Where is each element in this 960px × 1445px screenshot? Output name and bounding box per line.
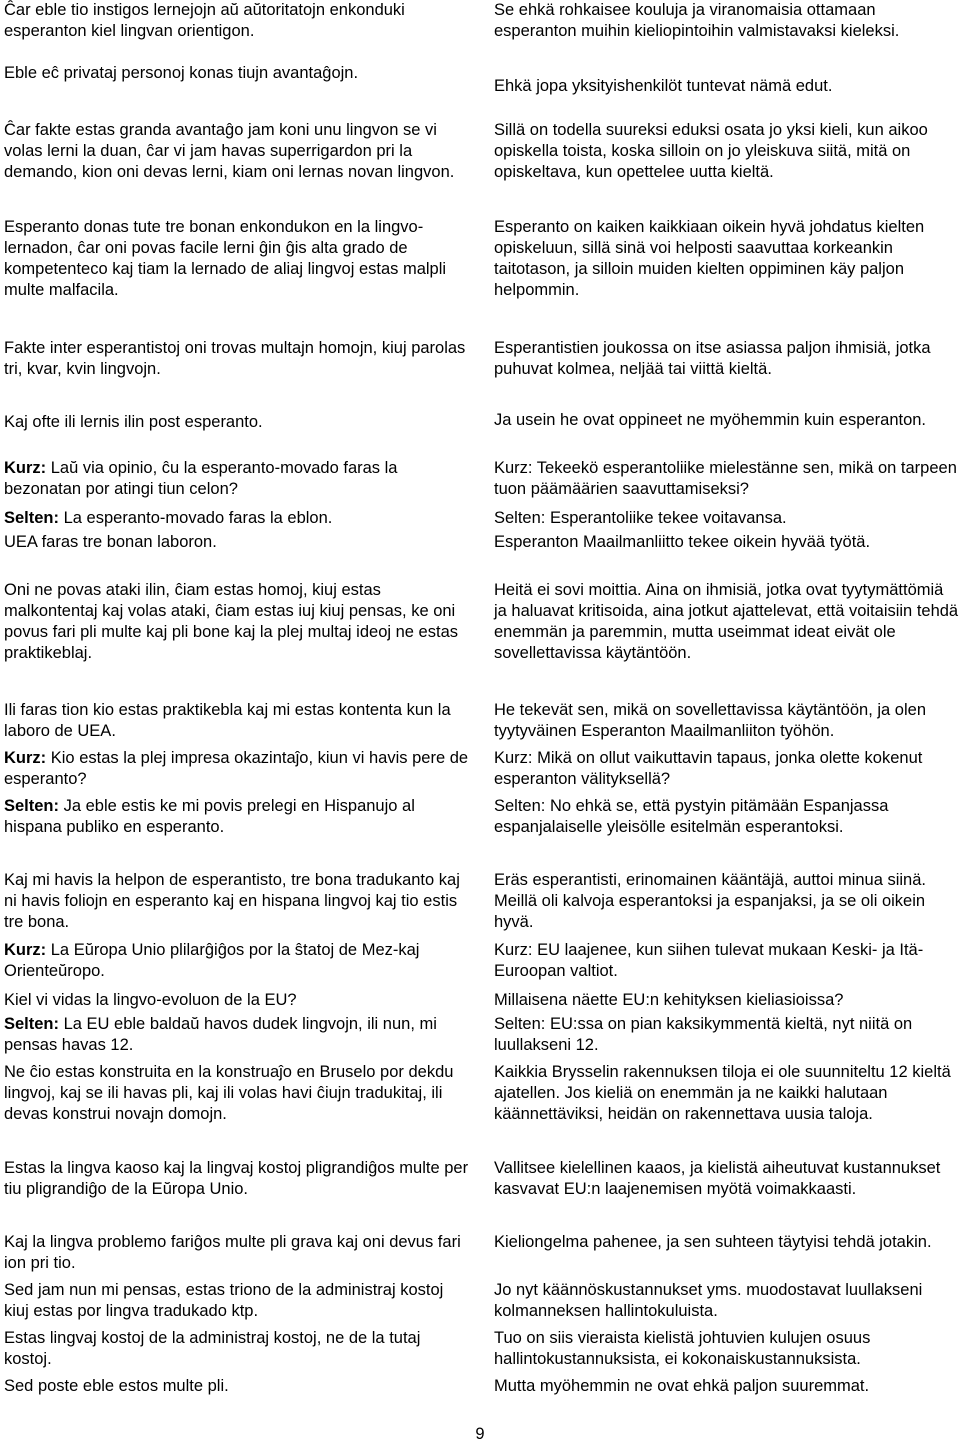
speaker-label: Selten:	[4, 797, 60, 815]
right-paragraph: Se ehkä rohkaisee kouluja ja viranomaisia ottamaan esperanton muihin kieliopintoihin valmistavaksi kieleksi.	[494, 1, 900, 40]
right-paragraph: Ja usein he ovat oppineet ne myöhemmin kuin esperanton.	[494, 411, 927, 429]
kurz-question: Kurz: La Eŭropa Unio plilarĝiĝos por la ŝtatoj de Mez-kaj Orienteŭropo.	[4, 941, 420, 980]
left-paragraph: Kaj mi havis la helpon de esperantisto, tre bona tradukanto kaj ni havis foliojn en esperanto kaj en hispana lingvoj kaj tio estis tre bona.	[4, 871, 460, 931]
right-paragraph: Tuo on siis vieraista kielistä johtuvien kulujen osuus hallintokustannuksista, ei kokonaiskustannuksista.	[494, 1329, 871, 1368]
left-paragraph: Sed poste eble estos multe pli.	[4, 1377, 229, 1395]
left-paragraph: Eble eĉ privataj personoj konas tiujn avantaĝojn.	[4, 64, 359, 82]
left-paragraph: Ĉar eble tio instigos lernejojn aŭ aŭtoritatojn enkonduki esperanton kiel lingvan orientigon.	[4, 1, 405, 40]
speaker-label: Selten:	[4, 509, 60, 527]
right-paragraph: Esperanton Maailmanliitto tekee oikein hyvää työtä.	[494, 533, 871, 551]
left-paragraph: Oni ne povas ataki ilin, ĉiam estas homoj, kiuj estas malkontentaj kaj volas ataki, ĉiam estas iuj kiuj pensas, ke oni povus fari pli multe kaj pli bone kaj la plej multaj ideoj ne estas praktikeblaj.	[4, 581, 458, 662]
right-paragraph: Kurz: EU laajenee, kun siihen tulevat mukaan Keski- ja Itä-Euroopan valtiot.	[494, 941, 924, 980]
selten-answer: Selten: Ja eble estis ke mi povis prelegi en Hispanujo al hispana publiko en esperanto.	[4, 797, 415, 836]
right-paragraph: Kaikkia Brysselin rakennuksen tiloja ei ole suunniteltu 12 kieltä ajatellen. Jos kieliä on enemmän ja ne kaikki halutaan käännettäviksi, heidän on rakennettava uusia taloja.	[494, 1063, 951, 1123]
right-paragraph: Selten: EU:ssa on pian kaksikymmentä kieltä, nyt niitä on luullakseni 12.	[494, 1015, 913, 1054]
left-paragraph: Sed jam nun mi pensas, estas triono de la administraj kostoj kiuj estas por lingva tradukado ktp.	[4, 1281, 444, 1320]
right-paragraph: Esperantistien joukossa on itse asiassa paljon ihmisiä, jotka puhuvat kolmea, neljää tai viittä kieltä.	[494, 339, 931, 378]
left-paragraph: Ne ĉio estas konstruita en la konstruaĵo en Bruselo por dekdu lingvoj, kaj se ili havas pli, kaj ili volas havi ĉiujn tradukitaj, ili devas konstrui novajn domojn.	[4, 1063, 454, 1123]
right-paragraph: Selten: Esperantoliike tekee voitavansa.	[494, 509, 787, 527]
left-paragraph: Estas la lingva kaoso kaj la lingvaj kostoj pligrandiĝos multe per tiu pligrandiĝo de la Eŭropa Unio.	[4, 1159, 469, 1198]
right-paragraph: Kurz: Mikä on ollut vaikuttavin tapaus, jonka olette kokenut esperanton välityksellä?	[494, 749, 923, 788]
right-paragraph: He tekevät sen, mikä on sovellettavissa käytäntöön, ja olen tyytyväinen Esperanton Maailmanliiton työhön.	[494, 701, 926, 740]
left-paragraph: Kaj ofte ili lernis ilin post esperanto.	[4, 413, 263, 431]
right-paragraph: Eräs esperantisti, erinomainen kääntäjä, auttoi minua siinä. Meillä oli kalvoja esperantoksi ja espanjaksi, ja se oli oikein hyvä.	[494, 871, 926, 931]
right-paragraph: Vallitsee kielellinen kaaos, ja kielistä aiheutuvat kustannukset kasvavat EU:n laajenemisen myötä voimakkaasti.	[494, 1159, 941, 1198]
right-paragraph: Selten: No ehkä se, että pystyin pitämään Espanjassa espanjalaiselle yleisölle esitelmän esperantoksi.	[494, 797, 889, 836]
right-paragraph: Esperanto on kaiken kaikkiaan oikein hyvä johdatus kielten opiskeluun, sillä sinä voi helposti saavuttaa korkeankin taitotason, ja silloin muiden kielten oppiminen käy paljon helpommin.	[494, 218, 925, 299]
right-paragraph: Ehkä jopa yksityishenkilöt tuntevat nämä edut.	[494, 77, 833, 95]
right-paragraph: Sillä on todella suureksi eduksi osata jo yksi kieli, kun aikoo opiskella toista, koska silloin on jo yleiskuva siitä, mitä on opiskeltava, kun opettelee uutta kieltä.	[494, 121, 928, 181]
left-paragraph: Ili faras tion kio estas praktikebla kaj mi estas kontenta kun la laboro de UEA.	[4, 701, 451, 740]
selten-answer: Selten: La esperanto-movado faras la eblon.	[4, 509, 333, 527]
selten-answer: Selten: La EU eble baldaŭ havos dudek lingvojn, ili nun, mi pensas havas 12.	[4, 1015, 437, 1054]
speaker-label: Kurz:	[4, 459, 47, 477]
kurz-question: Kurz: Kio estas la plej impresa okazintaĵo, kiun vi havis pere de esperanto?	[4, 749, 469, 788]
right-paragraph: Mutta myöhemmin ne ovat ehkä paljon suuremmat.	[494, 1377, 870, 1395]
right-paragraph: Jo nyt käännöskustannukset yms. muodostavat luullakseni kolmanneksen hallintokuluista.	[494, 1281, 923, 1320]
right-paragraph: Millaisena näette EU:n kehityksen kieliasioissa?	[494, 991, 844, 1009]
speaker-label: Selten:	[4, 1015, 60, 1033]
left-paragraph: Kaj la lingva problemo fariĝos multe pli grava kaj oni devus fari ion pri tio.	[4, 1233, 461, 1272]
left-paragraph: UEA faras tre bonan laboron.	[4, 533, 217, 551]
right-paragraph: Kieliongelma pahenee, ja sen suhteen täytyisi tehdä jotakin.	[494, 1233, 932, 1251]
kurz-question: Kurz: Laŭ via opinio, ĉu la esperanto-movado faras la bezonatan por atingi tiun celon?	[4, 459, 398, 498]
left-paragraph: Fakte inter esperantistoj oni trovas multajn homojn, kiuj parolas tri, kvar, kvin lingvojn.	[4, 339, 466, 378]
left-paragraph: Ĉar fakte estas granda avantaĝo jam koni unu lingvon se vi volas lerni la duan, ĉar vi jam havas superrigardon pri la demando, kion oni devas lerni, kiam oni lernas novan lingvon.	[4, 121, 455, 181]
speaker-label: Kurz:	[4, 941, 47, 959]
speaker-label: Kurz:	[4, 749, 47, 767]
left-paragraph: Esperanto donas tute tre bonan enkondukon en la lingvo-lernadon, ĉar oni povas facile lerni ĝin ĝis alta grado de kompetenteco kaj tiam la lernado de aliaj lingvoj estas malpli multe malfacila.	[4, 218, 447, 299]
left-paragraph: Estas lingvaj kostoj de la administraj kostoj, ne de la tutaj kostoj.	[4, 1329, 421, 1368]
right-paragraph: Heitä ei sovi moittia. Aina on ihmisiä, jotka ovat tyytymättömiä ja haluavat kritisoida, aina jotkut ajattelevat, että voitaisiin tehdä enemmän ja paremmin, mutta useimmat ideat eivät ole sovellettavissa käytäntöön.	[494, 581, 959, 662]
left-paragraph: Kiel vi vidas la lingvo-evoluon de la EU?	[4, 991, 297, 1009]
page-number: 9	[475, 1425, 485, 1443]
right-paragraph: Kurz: Tekeekö esperantoliike mielestänne sen, mikä on tarpeen tuon päämäärien saavuttamiseksi?	[494, 459, 957, 498]
